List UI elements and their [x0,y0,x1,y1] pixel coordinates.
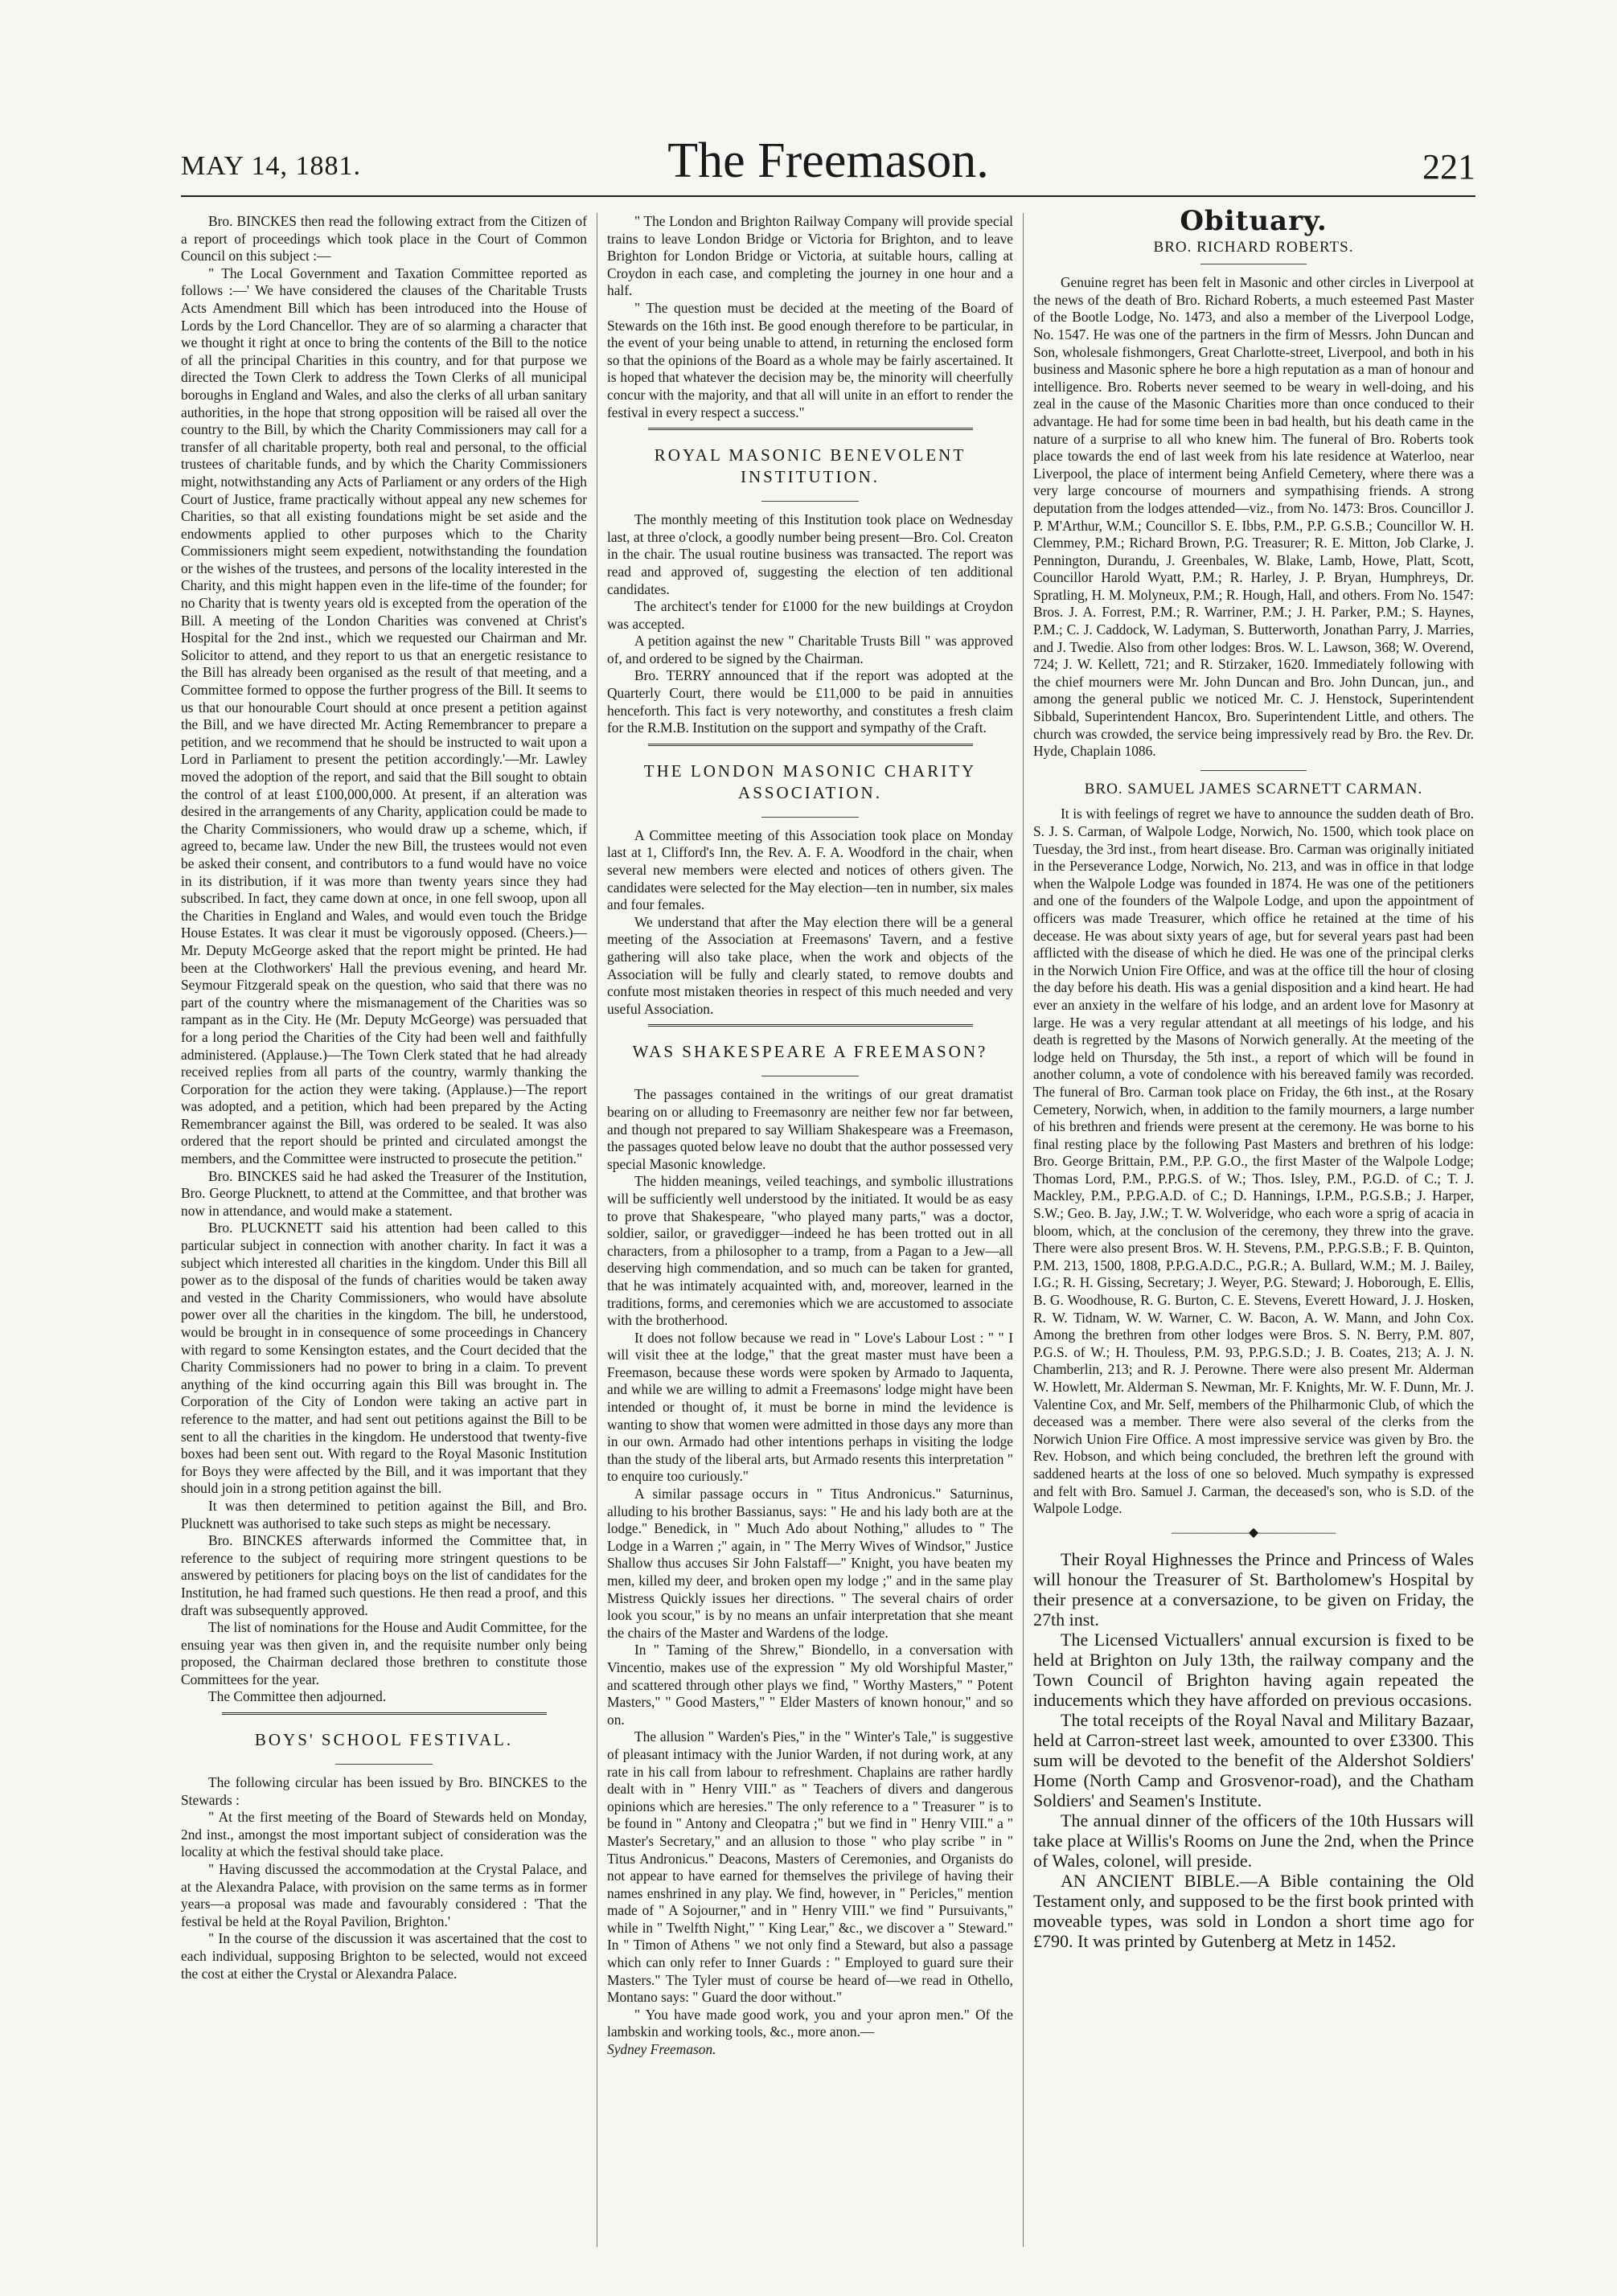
news-notes [1033,1549,1474,1951]
obituary-name-roberts: BRO. RICHARD ROBERTS. [1153,238,1354,256]
heading-rule [761,501,859,502]
boys-school-festival-article [181,1774,587,1982]
paragraph: In " Taming of the Shrew," Biondello, in a conversation with Vincentio, makes use of the expression " My old Worshipful Master," and scattered through other plays we find, " Worthy Masters," " Potent Masters," " Good Masters," " Elder Masters of known honour," and so on. [607,1642,1013,1728]
paragraph: The hidden meanings, veiled teachings, and symbolic illustrations will be sufficiently well understood by the initiated. It would be as easy to prove that Shakespeare, "who played many parts," was a doctor, soldier, sailor, or gravedigger—indeed he has been trotted out in all characters, from a philosopher to a tramp, from a Pagan to a Jew—all deserving high commendation, and so much can be taken for granted, that he was intimately acquainted with, and, moreover, learned in the traditions, forms, and ceremonies which we are accustomed to associate with the brotherhood. [607,1173,1013,1329]
paragraph: " At the first meeting of the Board of Stewards held on Monday, 2nd inst., amongst the most important subject of consideration was the locality at which the festival should take place. [181,1809,587,1860]
paragraph: The architect's tender for £1000 for the new buildings at Croydon was accepted. [607,598,1013,632]
paragraph: " You have made good work, you and your apron men." Of the lambskin and working tools, &c., more anon.— [607,2006,1013,2040]
ornament-divider: ——————◆—————— [1171,1525,1336,1540]
paragraph: The passages contained in the writings of our great dramatist bearing on or alluding to Freemasonry are neither few nor far between, and though not prepared to say William Shakespeare was a Freemason, the passages quoted below leave no doubt that the author possessed very special Masonic knowledge. [607,1086,1013,1172]
paragraph: It does not follow because we read in " Love's Labour Lost : " " I will visit thee at the lodge," that the great master must have been a Freemason, because these words were spoken by Armado to Jaquenta, and while we are willing to admit a Freemasons' lodge might have been intended or thought of, it must be borne in mind the levidence is wanting to show that women were admitted in those days any more than in our own. Armado had other intentions perhaps in visiting the lodge than the study of the liberal arts, but Armado resents this interpretation " to enquire too curiously." [607,1329,1013,1485]
paragraph: " The London and Brighton Railway Company will provide special trains to leave London Bridge or Victoria for Brighton, and to leave Brighton for London Bridge or Victoria, at suitable hours, calling at Croydon in each case, and completing the journey in one hour and a half. [607,213,1013,299]
paragraph: The following circular has been issued by Bro. BINCKES to the Stewards : [181,1774,587,1808]
paragraph: " The Local Government and Taxation Committee reported as follows :—' We have considered the clauses of the Charitable Trusts Acts Amendment Bill which has been introduced into the House of Lords by the Lord Chancellor. They are of so alarming a character that we thought it right at once to bring the contents of the Bill to the notice of all the principal Charities in this country, and for that purpose we directed the Town Clerk to address the Town Clerks of all municipal boroughs in England and Wales, and also the clerks of all urban sanitary authorities, in the hope that strong opposition will be raised all over the country to the Bill, by which the Charity Commissioners may call for a transfer of all charitable property, both real and personal, to the official trustees of charitable funds, and by which the Charity Commissioners might, notwithstanding any Acts of Parliament or any orders of the High Court of Justice, frame practically without appeal any new schemes for Charities, so that all existing foundations might be set aside and the endowments applied to other purposes which to the Charity Commissioners might seem expedient, notwithstanding the foundation or the wishes of the trustees, and persons of the locality interested in the Charity, and this might happen even in the life-time of the founder; for no Charity that is twenty years old is excepted from the operation of the Bill. A meeting of the London Charities was convened at Christ's Hospital for the 2nd inst., which we requested our Chairman and Mr. Solicitor to attend, and they report to us that an energetic resistance to the Bill has already been organised as the result of that meeting, and a Committee formed to oppose the further progress of the Bill. It seems to us that our honourable Court should at once present a petition against the Bill, and we have directed Mr. Acting Remembrancer to prepare a petition, and we recommend that he should be instructed to wait upon a Lord in Parliament to present the petition accordingly.'—Mr. Lawley moved the adoption of the report, and said that the Bill sought to obtain the control of at least £100,000,000. At present, if an alteration was desired in the arrangements of any Charity, application could be made to the Charity Commissioners, who would draw up a scheme, which, if agreed to, became law. Under the new Bill, the trustees would not even be asked their consent, and contributors to a fund would have no voice in its distribution, if it was more than twenty years since they had subscribed. In fact, they came down at once, in one fell swoop, upon all the Charities in England and Wales, and would even touch the Bridge House Estates. It was clear it must be vigorously opposed. (Cheers.)—Mr. Deputy McGeorge asked that the report might be printed. He had been at the Clothworkers' Hall the previous evening, and heard Mr. Seymour Fitzgerald speak on the question, who said that there was no part of the country where the mismanagement of the Charities was so rampant as in the City. He (Mr. Deputy McGeorge) was persuaded that for a long period the Charities of the City had been well and faithfully administered. (Applause.)—The Town Clerk stated that he had already received replies from all parts of the country, warmly thanking the Corporation for the action they were taking. (Applause.)—The report was adopted, and a petition, which had been prepared by the Acting Remembrancer against the Bill, was ordered to be sealed. It was also ordered that the report should be printed and circulated amongst the members, and the Committee were instructed to prosecute the petition." [181,264,587,1167]
paragraph: Bro. BINCKES afterwards informed the Committee that, in reference to the subject of requiring more stringent questions to be answered by petitioners for placing boys on the list of candidates for the Institution, he had framed such questions. He then read a proof, and this draft was subsequently approved. [181,1532,587,1618]
column-divider [1023,213,1024,2247]
paragraph: The allusion " Warden's Pies," in the " Winter's Tale," is suggestive of pleasant intimacy with the Junior Warden, if not during work, at any rate in his call from labour to refreshment. Chaplains are rather hardly dealt with in " Henry VIII." as " Teachers of divers and dangerous opinions which are heresies." The only reference to a " Treasurer " is to be found in " Antony and Cleopatra ;" but we find in " Henry VIII." a " Master's Secretary," and an allusion to those " who play scribe " in " Titus Andronicus." Deacons, Masters of Ceremonies, and Organists do not appear to have earned for themselves the privilege of having their names enshrined in any play. We find, however, in " Pericles," mention made of " A Sojourner," and in " Henry VIII." we find " Pursuivants," while in " Twelfth Night," " King Lear," &c., we discover a " Steward." In " Timon of Athens " we not only find a Steward, but also a passage which can only refer to Inner Guards : " Employed to guard sure their Masters." The Tyler must of course be heard of—we read in Othello, Montano says: " Guard the door without." [607,1728,1013,2006]
paragraph: A petition against the new " Charitable Trusts Bill " was approved of, and ordered to be signed by the Chairman. [607,633,1013,666]
paragraph: The monthly meeting of this Institution took place on Wednesday last, at three o'clock, a goodly number being present—Bro. Col. Creaton in the chair. The usual routine business was transacted. The report was read and approved of, suggesting the election of ten additional candidates. [607,511,1013,597]
paragraph: We understand that after the May election there will be a general meeting of the Association at Freemasons' Tavern, and a festive gathering will also take place, when the work and objects of the Association will be fully and clearly stated, to remove doubts and confute most mistaken theories in respect of this much needed and very useful Association. [607,913,1013,1017]
column-3 [1033,205,1474,1952]
paragraph: It was then determined to petition against the Bill, and Bro. Plucknett was authorised to take such steps as might be necessary. [181,1497,587,1531]
paragraph: It is with feelings of regret we have to announce the sudden death of Bro. S. J. S. Carman, of Walpole Lodge, Norwich, No. 1500, which took place on Tuesday, the 3rd inst., from heart disease. Bro. Carman was originally initiated in the Perseverance Lodge, Norwich, No. 213, and was in office in that lodge when the Walpole Lodge was founded in 1874. He was one of the petitioners and one of the founders of the Walpole Lodge, and upon the appointment of officers was made Treasurer, which office he retained at the time of his decease. He was about sixty years of age, but for several years past had been afflicted with the disease of which he died. He was one of the principal clerks in the Norwich Union Fire Office, and was at the office till the hour of closing the day before his death. His was a genial disposition and a kind heart. He had ever an anxiety in the welfare of his lodge, and an ardent love for Masonry at large. He was a very regular attendant at all meetings of his lodge, and his death is regretted by the Masons of Norwich generally. At the meeting of the lodge held on Thursday, the 5th inst., a report of which will be found in another column, a vote of condolence with his bereaved family was recorded. The funeral of Bro. Carman took place on Friday, the 6th inst., at the Rosary Cemetery, Norwich, when, in addition to the family mourners, a large number of his brethren and friends were present at the ceremony. He was borne to his final resting place by the following Past Masters and brethren of his lodge: Bro. George Brittain, P.M., P.P. G.O., the first Master of the Walpole Lodge; Thomas Lord, P.M., P.P.G.S. of W.; Thos. Isley, P.M., P.G.D. of C.; T. J. Mackley, P.M., P.P.G.A.D. of C.; D. Hannings, I.P.M., P.G.S.B.; J. Harper, S.W.; Geo. B. Jay, J.W.; T. W. Wolveridge, who each wore a sprig of acacia in bloom, which, at the conclusion of the ceremony, they threw into the grave. There were also present Bros. W. H. Stevens, P.M., P.P.G.S.B.; F. B. Quinton, P.M. 213, 1500, 1808, P.P.G.A.D.C., P.G.R.; A. Bullard, W.M.; M. J. Bailey, I.G.; R. H. Gissing, Secretary; J. Weyer, P.G. Steward; J. Hoborough, E. Ellis, B. G. Woodhouse, R. G. Burton, C. E. Stevens, Everett Howard, J. J. Hosken, R. W. Tidnam, W. W. Warner, C. W. Bacon, A. W. Mann, and John Cox. Among the brethren from other lodges were Bros. S. N. Berry, P.M. 807, P.G.S. of W.; H. Thouless, P.M. 93, P.P.G.S.D.; J. B. Coates, 213; A. J. N. Chamberlin, 213; and R. J. Perowne. There were also present Mr. Alderman W. Howlett, Mr. Alderman S. Newman, Mr. F. Knights, Mr. W. F. Dunn, Mr. J. Valentine Cox, and Mr. Self, members of the Philharmonic Club, of which the deceased was a member. There were also several of the clerks from the Norwich Union Fire Office. A most impressive service was given by Bro. the Rev. Hobson, and which being concluded, the brethren left the ground with saddened hearts at the loss of one so beloved. Much sympathy is expressed and felt with Bro. Samuel J. Carman, the deceased's son, who is S.D. of the Walpole Lodge. [1033,806,1474,1517]
paragraph: The Licensed Victuallers' annual excursion is fixed to be held at Brighton on July 13th, the railway company and the Town Council of Brighton having again repeated the inducements which they have afforded on previous occasions. [1033,1630,1474,1711]
column-1 [181,213,587,1982]
charitable-trusts-report [181,213,587,1706]
section-rule [222,1712,547,1715]
paragraph: Bro. BINCKES said he had asked the Treasurer of the Institution, Bro. George Plucknett, to attend at the Committee, and that brother was now in attendance, and would make a statement. [181,1167,587,1219]
paragraph: " The question must be decided at the meeting of the Board of Stewards on the 16th inst. Be good enough therefore to be particular, in the event of your being unable to attend, in returning the enclosed form so that the opinions of the Board as a whole may be fairly ascertained. It is hoped that whatever the decision may be, the minority will cheerfully concur with the majority, and that all will unite in an effort to render the festival in every respect a success." [607,299,1013,420]
section-heading-rmbi: ROYAL MASONIC BENEVOLENT INSTITUTION. [654,445,967,487]
section-rule [648,744,973,746]
paragraph: The Committee then adjourned. [208,1688,387,1705]
section-rule [648,428,973,430]
article-signature: Sydney Freemason. [607,2041,716,2058]
paragraph: AN ANCIENT BIBLE.—A Bible containing the Old Testament only, and supposed to be the first book printed with moveable types, was sold in London a short time ago for £790. It was printed by Gutenberg at Metz in 1452. [1033,1871,1474,1952]
obituary-heading: Obituary. [1180,205,1328,237]
paragraph: Genuine regret has been felt in Masonic and other circles in Liverpool at the news of the death of Bro. Richard Roberts, a much esteemed Past Master of the Bootle Lodge, No. 1473, and also a member of the Liverpool Lodge, No. 1547. He was one of the partners in the firm of Messrs. John Duncan and Son, wholesale fishmongers, Great Charlotte-street, Liverpool, and both in his business and Masonic sphere he bore a high reputation as a man of honour and intelligence. Bro. Roberts never seemed to be weary in well-doing, and his zeal in the cause of the Masonic Charities more than once conduced to their advantage. He had for some time been in bad health, but his death came in the nature of a surprise to all who knew him. The funeral of Bro. Roberts took place towards the end of last week from his late residence at Waterloo, near Liverpool, the place of interment being Anfield Cemetery, where there was a very large concourse of mourners and sympathising friends. A strong deputation from the lodges attended—viz., from No. 1473: Bros. Councillor J. P. M'Arthur, W.M.; Councillor S. E. Ibbs, P.M., P.P. G.S.B.; Councillor W. H. Clemmey, P.M.; Richard Brown, P.G. Treasurer; R. E. Mitton, Job Clarke, J. Pennington, Durandu, J. Greenbales, W. Blake, Lamb, Howe, Platt, Scott, Councillor Harold Wyatt, P.M.; R. Harley, J. P. Bryan, Humphreys, Dr. Spratling, H. M. Molyneux, P.M.; R. Hough, Hall, and others. From No. 1547: Bros. J. A. Forrest, P.M.; R. Warriner, P.M.; J. H. Parker, P.M.; S. Haynes, P.M.; C. J. Caddock, W. Ladyman, S. Butterworth, Jonathan Parry, J. Marries, and J. Twedie. Also from other lodges: Bros. W. L. Lawson, 368; W. Overend, 724; J. W. Kellett, 721; and R. Stirzaker, 1620. Immediately following with the chief mourners were Mr. John Duncan and Bro. John Duncan, jun., and among the general public we noticed Mr. C. J. Henstock, Superintendent Sibbald, Superintendent Hancox, Bro. Superintendent Little, and others. The church was crowded, the service being impressively read by Bro. the Rev. Dr. Hyde, Chaplain 1086. [1033,274,1474,760]
paragraph: A similar passage occurs in " Titus Andronicus." Saturninus, alluding to his brother Bassianus, says: " He and his lady both are at the lodge." Benedick, in " Much Ado about Nothing," alludes to " The Lodge in a Warren ;" again, in " The Merry Wives of Windsor," Justice Shallow thus accuses Sir John Falstaff—" Knight, you have beaten my men, killed my deer, and broken open my lodge ;" and in the same play Mistress Quickly issues her directions. " The several chairs of order look you scour," is by no means an unfair interpretation that she meant the chairs of the Master and Wardens of the lodge. [607,1486,1013,1641]
paragraph: " In the course of the discussion it was ascertained that the cost to each individual, supposing Brighton to be selected, would not exceed the cost at either the Crystal or Alexandra Palace. [181,1930,587,1982]
paragraph: Bro. BINCKES then read the following extract from the Citizen of a report of proceedings which took place in the Court of Common Council on this subject :— [181,213,587,264]
column-2 [607,213,1013,2059]
section-heading-lmca: THE LONDON MASONIC CHARITY ASSOCIATION. [643,761,977,802]
heading-rule [761,817,859,818]
paragraph: Their Royal Highnesses the Prince and Princess of Wales will honour the Treasurer of St. Bartholomew's Hospital by their presence at a conversazione, to be given on Friday, the 27th inst. [1033,1549,1474,1630]
paragraph: A Committee meeting of this Association took place on Monday last at 1, Clifford's Inn, the Rev. A. F. A. Woodford in the chair, when several new members were elected and notices of others given. The candidates were selected for the May election—ten in number, six males and four females. [607,826,1013,913]
heading-rule [335,1764,433,1765]
heading-rule [1200,770,1307,771]
page-number: 221 [1422,147,1475,187]
paragraph: The list of nominations for the House and Audit Committee, for the ensuing year was then given in, and the requisite number only being proposed, the Chairman declared those brethren to constitute those Committees for the year. [181,1619,587,1687]
obituary-name-carman: BRO. SAMUEL JAMES SCARNETT CARMAN. [1084,780,1423,797]
paragraph: Bro. PLUCKNETT said his attention had been called to this particular subject in connection with another charity. In fact it was a subject which interested all charities in the kingdom. Under this Bill all power as to the disposal of the funds of charities would be taken away and vested in the Charity Commissioners, who would have absolute power over all the charities in the kingdom. The bill, he understood, would be brought in in consequence of some proceedings in Chancery with regard to some Kensington estates, and the Court decided that the Charity Commissioners had no power to bring in a claim. To prevent anything of the kind occurring again this Bill was brought in. The Corporation of the City of London were taking an active part in reference to the matter, and had sent out petitions against the Bill to be sent to all the charities in the kingdom. He understood that twenty-five boxes had been sent out. With regard to the Royal Masonic Institution for Boys they were affected by the Bill, and it was important that they should join in a strong petition against the bill. [181,1220,587,1497]
paragraph: Bro. TERRY announced that if the report was adopted at the Quarterly Court, there would be £11,000 to be paid in annuities henceforth. This fact is very noteworthy, and constitutes a fresh claim for the R.M.B. Institution on the support and sympathy of the Craft. [607,667,1013,736]
paragraph: The total receipts of the Royal Naval and Military Bazaar, held at Carron-street last week, amounted to over £3300. This sum will be devoted to the benefit of the Aldershot Soldiers' Home (North Camp and Grosvenor-road), and the Chatham Soldiers' and Seamen's Institute. [1033,1710,1474,1811]
newspaper-title: The Freemason. [667,133,989,188]
issue-date: MAY 14, 1881. [181,151,361,181]
section-heading-boys-school-festival: BOYS' SCHOOL FESTIVAL. [254,1730,514,1750]
masthead [181,135,1475,197]
paragraph: The annual dinner of the officers of the 10th Hussars will take place at Willis's Rooms on June the 2nd, when the Prince of Wales, colonel, will preside. [1033,1810,1474,1872]
section-rule [648,1024,973,1027]
section-heading-shakespeare: WAS SHAKESPEARE A FREEMASON? [632,1042,988,1062]
paragraph: " Having discussed the accommodation at the Crystal Palace, and at the Alexandra Palace, with provision on the same terms as in former years—a proposal was made and favourably considered : 'That the festival be held at the Royal Pavilion, Brighton.' [181,1861,587,1929]
